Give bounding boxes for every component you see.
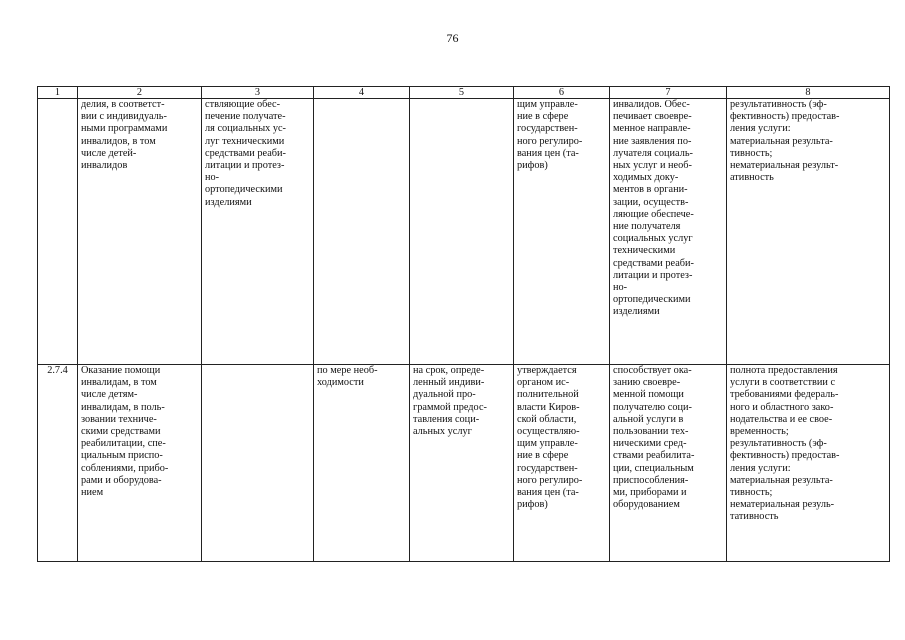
indicators-cell: результативность (эф- фективность) предостав- ления услуги: материальная результа- тивность; нематериальная результ- ативность — [727, 99, 890, 365]
tariff-cell: щим управле- ние в сфере государствен- ного регулиро- вания цен (та- рифов) — [514, 99, 610, 365]
page-number: 76 — [446, 31, 459, 45]
header-cell-8: 8 — [727, 87, 890, 99]
service-description-cell — [202, 365, 314, 562]
frequency-cell — [314, 99, 410, 365]
header-cell-4: 4 — [314, 87, 410, 99]
services-table — [37, 86, 890, 562]
header-row — [38, 87, 890, 99]
indicators-cell: полнота предоставления услуги в соответствии с требованиями федераль- ного и областного зако- нодательства и ее свое- временность; результативность (эф- фективность) предостав- ления услуги: материальная результа- тивность; нематериальная резуль- тативность — [727, 365, 890, 562]
header-cell-5: 5 — [410, 87, 514, 99]
tariff-cell: утверждается органом ис- полнительной власти Киров- ской области, осуществляю- щим управле- ние в сфере государствен- ного регулиро- вания цен (та- рифов) — [514, 365, 610, 562]
term-cell — [410, 99, 514, 365]
service-name-cell: Оказание помощи инвалидам, в том числе детям- инвалидам, в поль- зовании техниче- скими средствами реабилитации, спе- циальным приспо- соблениями, прибо- рами и оборудова- нием — [78, 365, 202, 562]
header-cell-6: 6 — [514, 87, 610, 99]
table-row — [38, 365, 890, 562]
term-cell: на срок, опреде- ленный индиви- дуальной про- граммой предос- тавления соци- альных услуг — [410, 365, 514, 562]
item-number-cell — [38, 99, 78, 365]
service-name-cell: делия, в соответст- вии с индивидуаль- ными программами инвалидов, в том числе детей- инвалидов — [78, 99, 202, 365]
header-cell-2: 2 — [78, 87, 202, 99]
header-cell-3: 3 — [202, 87, 314, 99]
header-cell-1: 1 — [38, 87, 78, 99]
conditions-cell: инвалидов. Обес- печивает своевре- менное направле- ние заявления по- лучателя социаль- ных услуг и необ- ходимых доку- ментов в органи- зации, осуществ- ляющие обеспече- ние получателя социальных услуг техническими средствами реаби- литации и протез- но- ортопедическими изделиями — [610, 99, 727, 365]
header-cell-7: 7 — [610, 87, 727, 99]
conditions-cell: способствует ока- занию своевре- менной помощи получателю соци- альной услуги в пользовании тех- ническими сред- ствами реабилита- ции, специальным приспособления- ми, приборами и оборудованием — [610, 365, 727, 562]
frequency-cell: по мере необ- ходимости — [314, 365, 410, 562]
table-row — [38, 99, 890, 365]
item-number-cell: 2.7.4 — [38, 365, 78, 562]
service-description-cell: ствляющие обес- печение получате- ля социальных ус- луг техническими средствами реаби- литации и протез- но- ортопедическими изделиями — [202, 99, 314, 365]
